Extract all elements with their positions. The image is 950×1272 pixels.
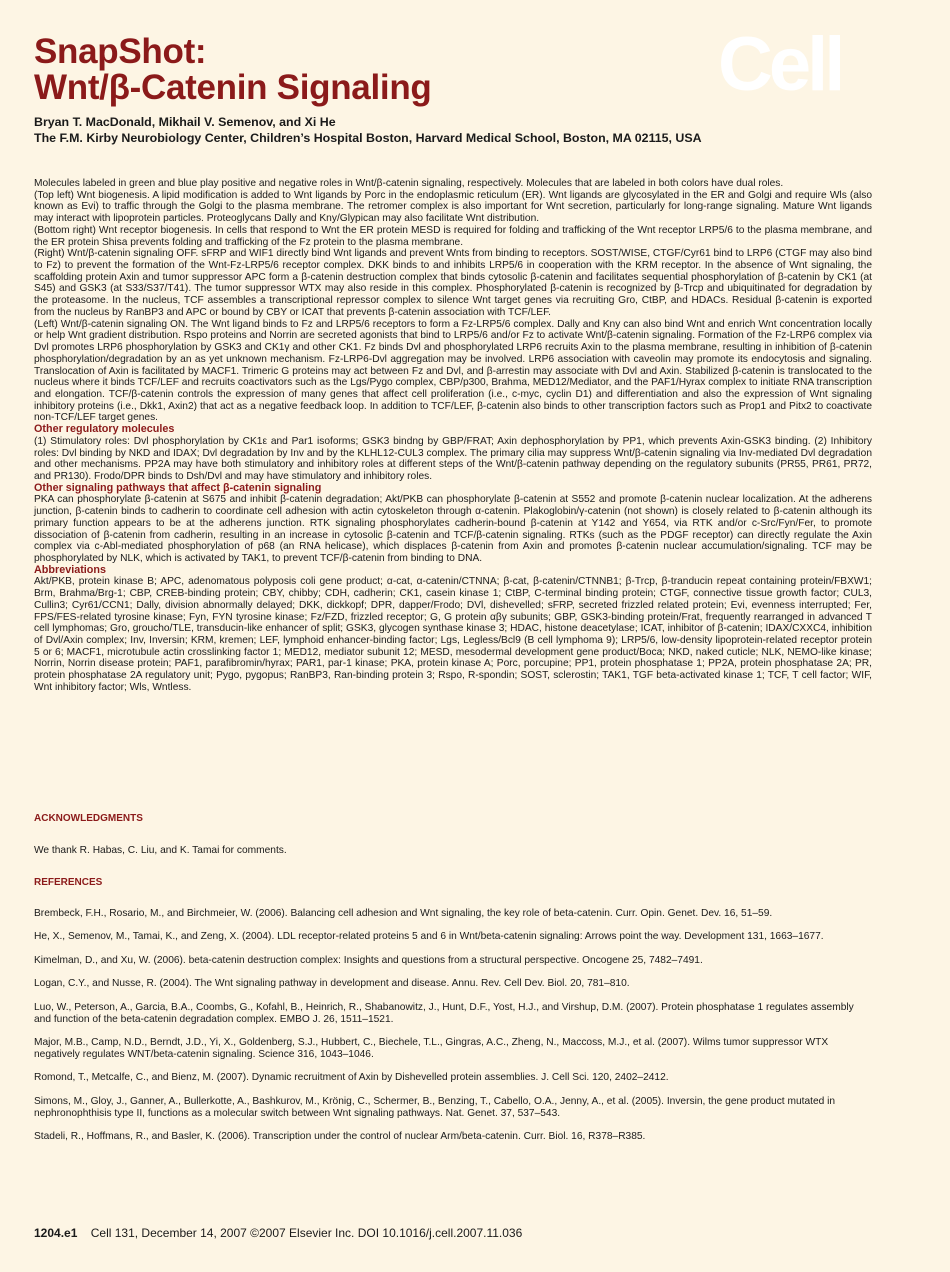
heading-references: REFERENCES [34, 877, 103, 888]
reference-item: Romond, T., Metcalfe, C., and Bienz, M. (2007). Dynamic recruitment of Axin by Dishevelled protein assemblies. J. Cell Sci. 120, 2402–2412. [34, 1072, 669, 1084]
title-line-2: Wnt/β-Catenin Signaling [34, 68, 432, 107]
reference-item: Major, M.B., Camp, N.D., Berndt, J.D., Yi, X., Goldenberg, S.J., Hubbert, C., Biechele, T.L., Gingras, A.C., Zheng, N., Maccoss, M.J., et al. (2007). Wilms tumor suppressor WTX negatively regulates WNT/beta-catenin signaling. Science 316, 1043–1046. [34, 1036, 829, 1060]
paragraph-signaling-off: (Right) Wnt/β-catenin signaling OFF. sFRP and WIF1 directly bind Wnt ligands and prevent Wnts from binding to receptors. SOST/WISE, CTGF/Cyr61 bind to LRP6 (CTGF may also bind to Fz) to prevent the formation of the Wnt-Fz-LRP5/6 receptor complex. DKK binds to and inhibits LRP5/6 in cooperation with the KRM receptor. In the absence of Wnt signaling, the scaffolding protein Axin and tumor suppressor APC form a β-catenin destruction complex that binds cytosolic β-catenin and facilitates sequential phosphorylation of β-catenin by CK1 (at S45) and GSK3 (at S33/S37/T41). The tumor suppressor WTX may also reside in this complex. Phosphorylated β-catenin is recognized by β-Trcp and ubiquitinated for degradation by the proteasome. In the nucleus, TCF assembles a transcriptional repressor complex to silence Wnt target genes via recruiting Gro, CtBP, and HDACs. Residual β-catenin is exported from the nucleus by RanBP3 and APC or bound by CBY or ICAT that prevents β-catenin association with TCF/LEF. [34, 248, 872, 318]
heading-other-regulatory: Other regulatory molecules [34, 423, 175, 436]
paragraph-other-regulatory: (1) Stimulatory roles: Dvl phosphorylation by CK1ε and Par1 isoforms; GSK3 bindng by GBP/FRAT; Axin dephosphorylation by PP1, which prevents Axin-GSK3 binding. (2) Inhibitory roles: Dvl binding by NKD and IDAX; Dvl degradation by Inv and by the KLHL12-CUL3 complex. The primary cilia may suppress Wnt/β-catenin signaling via Inv-mediated Dvl degradation and other mechanisms. PP2A may have both stimulatory and inhibitory roles at different steps of the Wnt/β-catenin pathway depending on the regulatory subunits (PR55, PR61, PR72, and PR130). Frodo/DPR binds to Dsh/Dvl and may have stimulatory and inhibitory roles. [34, 435, 872, 482]
heading-abbreviations: Abbreviations [34, 563, 106, 576]
affiliation: The F.M. Kirby Neurobiology Center, Children’s Hospital Boston, Harvard Medical School, Boston, MA 02115, USA [34, 131, 702, 145]
reference-item: Brembeck, F.H., Rosario, M., and Birchmeier, W. (2006). Balancing cell adhesion and Wnt signaling, the key role of beta-catenin. Curr. Opin. Genet. Dev. 16, 51–59. [34, 908, 773, 919]
reference-item: Logan, C.Y., and Nusse, R. (2004). The Wnt signaling pathway in development and disease. Annu. Rev. Cell Dev. Biol. 20, 781–810. [34, 978, 630, 990]
paragraph-abbreviations: Akt/PKB, protein kinase B; APC, adenomatous polyposis coli gene product; α-cat, α-catenin/CTNNA; β-cat, β-catenin/CTNNB1; β-Trcp, β-tranducin repeat containing protein/FBXW1; Brm, Brahma/Brg-1; CBP, CREB-binding protein; CBY, chibby; CDH, cadherin; CK1, casein kinase 1; CtBP, C-terminal binding protein; CTGF, connective tissue growth factor; CUL3, Cullin3; Cyr61/CCN1; Dally, division abnormally delayed; DKK, dickkopf; DPR, dapper/Frodo; DVl, dishevelled; sFRP, secreted frizzled related protein; Evi, evenness interrupted; Fer, FPS/FES-related tyrosine kinase; Fyn, FYN tyrosine kinase; Fz/FZD, frizzled receptor; G, G protein αβγ subunits; GBP, GSK3-binding protein/Frat, frequently rearranged in advanced T cell lymphomas; Gro, groucho/TLE, transducin-like enhancer of split; GSK3, glycogen synthase kinase 3; HDAC, histone deacetylase; ICAT, inhibitor of β-catenin; IDAX/CXXC4, inhibition of Dvl/Axin complex; Inv, Inversin; KRM, kremen; LEF, lymphoid enhancer-binding factor; Lgs, Legless/Bcl9 (B cell lymphoma 9); LRP5/6, low-density lipoprotein-related receptor protein 5 or 6; MACF1, microtubule actin crosslinking factor 1; MED12, mediator subunit 12; MESD, mesodermal development gene product/Boca; NKD, naked cuticle; NLK, NEMO-like kinase; Norrin, Norrin disease protein; PAF1, parafibromin/hyrax; PAR1, par-1 kinase; PKA, protein kinase A; Porc, porcupine; PP1, protein phosphatase 1; PP2A, protein phosphatase 2A; PR, protein phosphatase 2A regulatory unit; Pygo, pygopus; RanBP3, Ran-binding protein 3; Rspo, R-spondin; SOST, sclerostin; TAK1, TGF beta-activated kinase 1; TCF, T cell factor; WIF, Wnt inhibitory factor; Wls, Wntless. [34, 576, 872, 693]
reference-item: Stadeli, R., Hoffmans, R., and Basler, K. (2006). Transcription under the control of nuclear Arm/beta-catenin. Curr. Biol. 16, R378–R385. [34, 1130, 646, 1142]
journal-citation: Cell 131, December 14, 2007 ©2007 Elsevier Inc. DOI 10.1016/j.cell.2007.11.036 [90, 1226, 523, 1240]
paragraph-other-pathways: PKA can phosphorylate β-catenin at S675 and inhibit β-catenin degradation; Akt/PKB can phosphorylate β-catenin at S552 and promote β-catenin nuclear localization. At the adherens junction, β-catenin binds to cadherin to coordinate cell adhesion with actin cytoskeleton through α-catenin. Plakoglobin/γ-catenin (not shown) is closely related to β-catenin although its primary function appears to be at the adherens junction. RTK signaling phosphorylates cadherin-bound β-catenin at Y142 and Y654, via RTK and/or c-Src/Fyn/Fer, to promote dissociation of β-catenin from cadherin, resulting in an increase in cytosolic β-catenin and TCF/β-catenin signaling. RTKs (such as the PDGF receptor) can directly regulate the Axin complex via c-Abl-mediated phosphorylation of p68 (an RNA helicase), which displaces β-catenin from Axin and promotes β-catenin nuclear accumulation/signaling. TCF may be phosphorylated by NLK, which is activated by TAK1, to prevent TCF/β-catenin from binding to DNA. [34, 494, 872, 564]
heading-other-pathways: Other signaling pathways that affect β-catenin signaling [34, 481, 322, 494]
cell-logo: Cell [718, 22, 842, 107]
reference-list [34, 908, 872, 1154]
paragraph-receptor-biogenesis: (Bottom right) Wnt receptor biogenesis. In cells that respond to Wnt the ER protein MESD is required for folding and trafficking of the Wnt receptor LRP5/6 to the plasma membrane, and the ER protein Shisa prevents folding and trafficking of the Fz protein to the plasma membrane. [34, 224, 872, 248]
reference-item: Luo, W., Peterson, A., Garcia, B.A., Coombs, G., Kofahl, B., Heinrich, R., Shabanowitz, J., Hunt, D.F., Yost, H.J., and Virshup, D.M. (2007). Protein phosphatase 1 regulates assembly and function of the beta-catenin degradation complex. EMBO J. 26, 1511–1521. [34, 1001, 854, 1025]
page-title [34, 34, 431, 106]
authors: Bryan T. MacDonald, Mikhail V. Semenov, and Xi He [34, 115, 336, 129]
paragraph-signaling-on: (Left) Wnt/β-catenin signaling ON. The Wnt ligand binds to Fz and LRP5/6 receptors to form a Fz-LRP5/6 complex. Dally and Kny can also bind Wnt and enrich Wnt concentration locally or help Wnt gradient distribution. Rspo proteins and Norrin are secreted agonists that bind to LRP5/6 and/or Fz to activate Wnt/β-catenin signaling. Formation of the Fz-LRP6 complex via Dvl promotes LRP6 phosphorylation by GSK3 and CK1γ and other CK1. Fz binds Dvl and phosphorylated LRP6 recruits Axin to the plasma membrane, resulting in inhibition of β-catenin phosphorylation/degradation by an as yet unknown mechanism. Fz-LRP6-Dvl aggregation may be involved. LRP6 association with caveolin may promote its endocytosis and signaling. Translocation of Axin is facilitated by MACF1. Trimeric G proteins may act between Fz and Dvl, and β-arrestin may associate with Dvl and Axin. Stabilized β-catenin is translocated to the nucleus where it binds TCF/LEF and recruits coactivators such as the Lgs/Pygo complex, CBP/p300, Brahma, MED12/Mediator, and the PAF1/Hyrax complex to initiate RNA transcription and elongation. TCF/β-catenin controls the expression of many genes that affect cell proliferation (i.e., c-myc, cyclin D1) and differentiation and also the expression of Wnt signaling inhibitory proteins (i.e., Dkk1, Axin2) that act as a negative feedback loop. In addition to TCF/LEF, β-catenin also binds to other transcription factors such as Prop1 and Pitx2 to coactivate non-TCF/LEF target genes. [34, 318, 872, 424]
title-line-1: SnapShot: [34, 32, 207, 71]
reference-item: Kimelman, D., and Xu, W. (2006). beta-catenin destruction complex: Insights and questions from a structural perspective. Oncogene 25, 7482–7491. [34, 954, 703, 966]
page-number: 1204.e1 [34, 1226, 78, 1240]
reference-item: He, X., Semenov, M., Tamai, K., and Zeng, X. (2004). LDL receptor-related proteins 5 and 6 in Wnt/beta-catenin signaling: Arrows point the way. Development 131, 1663–1677. [34, 931, 824, 943]
heading-acknowledgments: ACKNOWLEDGMENTS [34, 813, 143, 824]
paragraph-wnt-biogenesis: (Top left) Wnt biogenesis. A lipid modification is added to Wnt ligands by Porc in the endoplasmic reticulum (ER). Wnt ligands are glycosylated in the ER and Golgi and require Wls (also known as Evi) to traffic through the Golgi to the plasma membrane. The retromer complex is also important for Wnt secretion, particularly for long-range signaling. Mature Wnt ligands may interact with lipoprotein particles. Proteoglycans Dally and Kny/Glypican may also facilitate Wnt distribution. [34, 189, 872, 225]
page-footer [34, 1226, 522, 1240]
reference-item: Simons, M., Gloy, J., Ganner, A., Bullerkotte, A., Bashkurov, M., Krönig, C., Schermer, B., Benzing, T., Cabello, O.A., Jenny, A., et al. (2005). Inversin, the gene product mutated in nephronophthisis type II, functions as a molecular switch between Wnt signaling pathways. Nat. Genet. 37, 537–543. [34, 1095, 836, 1119]
author-block [34, 114, 702, 146]
paragraph-intro: Molecules labeled in green and blue play positive and negative roles in Wnt/β-catenin signaling, respectively. Molecules that are labeled in both colors have dual roles. [34, 178, 784, 189]
acknowledgments-text: We thank R. Habas, C. Liu, and K. Tamai for comments. [34, 845, 287, 856]
main-text [34, 178, 872, 694]
